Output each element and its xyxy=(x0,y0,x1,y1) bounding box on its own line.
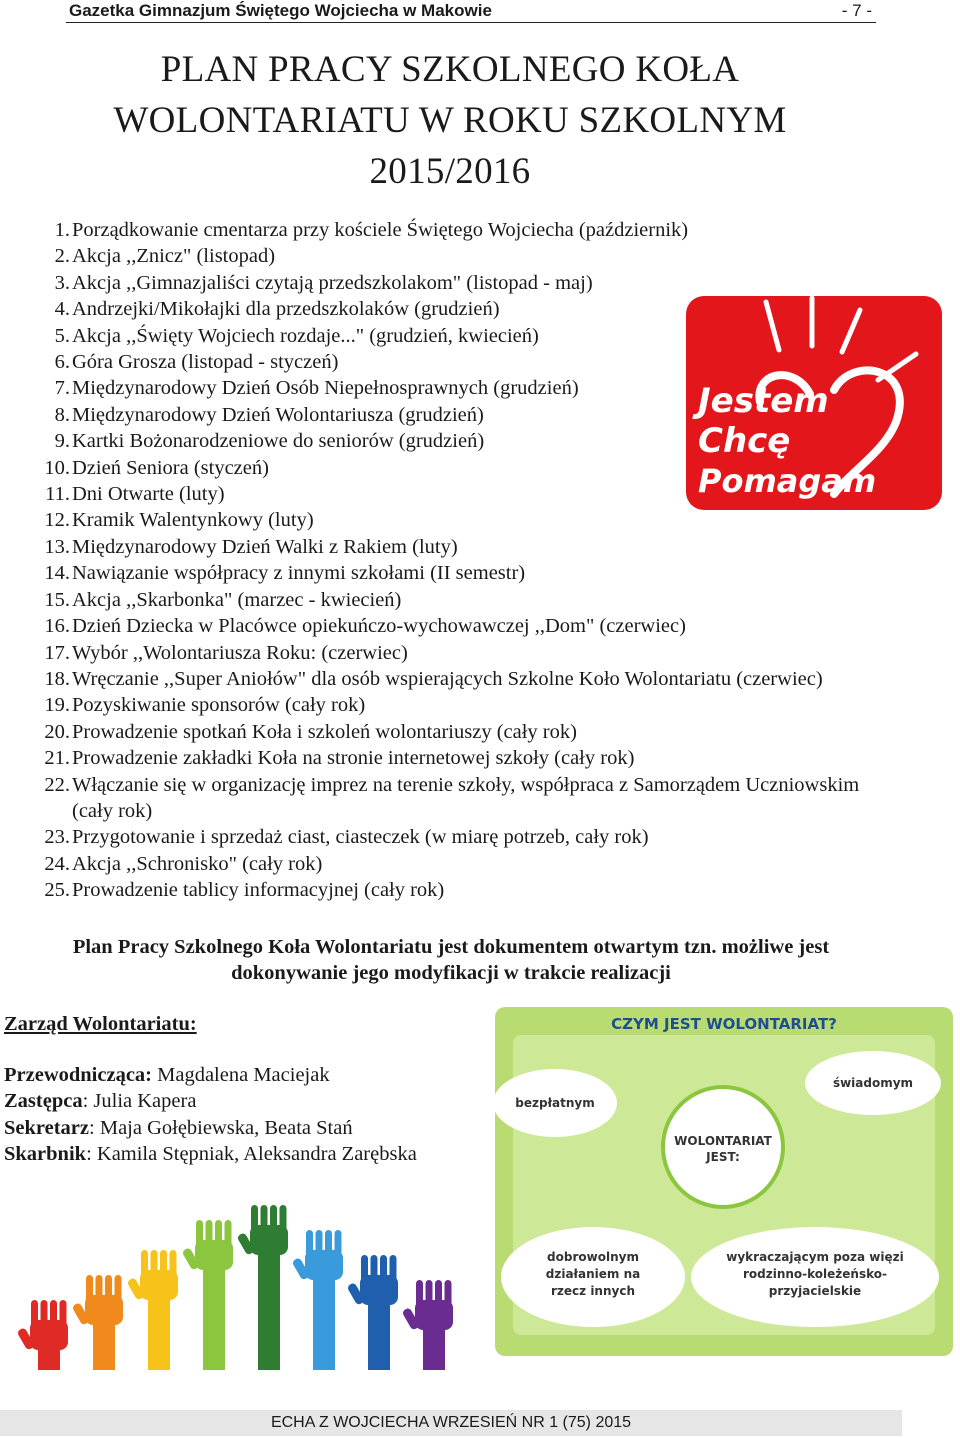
plan-item-number: 24. xyxy=(44,852,70,875)
plan-item-text: Dni Otwarte (luty) xyxy=(72,483,225,506)
plan-item-text: Kartki Bożonarodzeniowe do seniorów (grudzień) xyxy=(72,430,485,453)
plan-item-number: 1. xyxy=(54,219,70,241)
plan-item-text: Nawiązanie współpracy z innymi szkołami (II semestr) xyxy=(72,562,526,585)
plan-item-number: 16. xyxy=(44,615,70,638)
bubble-text: rzecz innych xyxy=(551,1284,635,1298)
plan-item-text: Prowadzenie tablicy informacyjnej (cały rok) xyxy=(72,879,445,902)
board-member xyxy=(4,1062,417,1088)
plan-item-text: Pozyskiwanie sponsorów (cały rok) xyxy=(72,694,366,717)
hand-shape xyxy=(17,1300,68,1370)
plan-item-number: 13. xyxy=(44,535,70,558)
hand-shape xyxy=(237,1205,288,1370)
board-title: Zarząd Wolontariatu: xyxy=(4,1013,197,1035)
plan-item-text: Kramik Walentynkowy (luty) xyxy=(72,509,314,532)
plan-item xyxy=(37,877,877,903)
hand-shape xyxy=(182,1220,233,1370)
page-header xyxy=(66,0,876,23)
note-line-2: dokonywanie jego modyfikacji w trakcie realizacji xyxy=(231,962,671,984)
logo-word-3: Pomagam xyxy=(698,462,877,500)
plan-item-number: 22. xyxy=(44,773,70,796)
board-members xyxy=(4,1062,417,1168)
newsletter-title: Gazetka Gimnazjum Świętego Wojciecha w Makowie xyxy=(69,1,492,20)
title-line-2: WOLONTARIATU W ROKU SZKOLNYM xyxy=(113,100,787,141)
plan-item-text: Międzynarodowy Dzień Walki z Rakiem (luty) xyxy=(72,535,458,558)
center-circle xyxy=(663,1087,783,1207)
plan-item-number: 7. xyxy=(54,377,70,400)
board-role: Zastępca xyxy=(4,1090,83,1113)
plan-item-number: 17. xyxy=(44,641,70,664)
plan-item-number: 19. xyxy=(44,694,70,717)
plan-item-text: Wręczanie ,,Super Aniołów" dla osób wspierających Szkolne Koło Wolontariatu (czerwiec) xyxy=(72,667,823,690)
plan-item-number: 21. xyxy=(44,747,70,770)
plan-item xyxy=(37,640,877,666)
plan-item-text: Porządkowanie cmentarza przy kościele Świętego Wojciecha (październik) xyxy=(72,219,689,241)
graphic-title: CZYM JEST WOLONTARIAT? xyxy=(611,1015,837,1033)
title-line-3: 2015/2016 xyxy=(369,151,531,192)
jestem-chce-pomagam-logo xyxy=(684,294,944,512)
plan-item-number: 25. xyxy=(44,879,70,902)
board-names: Magdalena Maciejak xyxy=(152,1064,330,1086)
plan-item-text: Prowadzenie spotkań Koła i szkoleń wolontariuszy (cały rok) xyxy=(72,720,577,743)
hand-shape xyxy=(347,1255,398,1370)
hand-shape xyxy=(127,1250,178,1370)
plan-item xyxy=(37,745,877,771)
plan-item xyxy=(37,613,877,639)
plan-item xyxy=(37,719,877,745)
note-line-1: Plan Pracy Szkolnego Koła Wolontariatu jest dokumentem otwartym tzn. możliwe jest xyxy=(72,936,830,958)
board-names: : Julia Kapera xyxy=(82,1090,197,1113)
plan-item-number: 20. xyxy=(44,720,70,743)
plan-item xyxy=(37,666,877,692)
what-is-volunteering-graphic xyxy=(493,1005,955,1358)
plan-item-number: 18. xyxy=(44,667,70,690)
plan-item-text: Dzień Dziecka w Placówce opiekuńczo-wychowawczej ,,Dom" (czerwiec) xyxy=(72,615,686,638)
plan-item-text: Włączanie się w organizację imprez na terenie szkoły, współpraca z Samorządem Uczniowskim (cały rok) xyxy=(72,773,860,822)
bubble-bezplatnym xyxy=(493,1069,617,1137)
plan-item-number: 3. xyxy=(54,271,70,294)
board-names: : Kamila Stępniak, Aleksandra Zarębska xyxy=(86,1143,417,1166)
plan-item-number: 10. xyxy=(44,456,70,479)
plan-item-number: 6. xyxy=(54,351,70,374)
board-role: Skarbnik xyxy=(4,1143,87,1166)
plan-item-number: 12. xyxy=(44,509,70,532)
hand-shape xyxy=(72,1275,123,1370)
board-member xyxy=(4,1141,417,1167)
page-title xyxy=(0,44,900,197)
bubble-text: bezpłatnym xyxy=(515,1096,595,1110)
bubble-text: świadomym xyxy=(832,1076,914,1090)
plan-item-number: 14. xyxy=(44,562,70,585)
center-text-1: WOLONTARIAT xyxy=(674,1134,772,1148)
plan-item xyxy=(37,217,877,243)
bubble-wykraczajacym xyxy=(691,1227,939,1327)
bubble-swiadomym xyxy=(805,1051,941,1115)
open-document-note xyxy=(0,934,902,986)
board-member xyxy=(4,1115,417,1141)
bubble-text: wykraczającym poza więzi xyxy=(726,1250,904,1264)
plan-item xyxy=(37,243,877,269)
plan-item-number: 5. xyxy=(54,324,70,347)
board-names: : Maja Gołębiewska, Beata Stań xyxy=(89,1116,353,1139)
plan-item-text: Przygotowanie i sprzedaż ciast, ciasteczek (w miarę potrzeb, cały rok) xyxy=(72,826,649,849)
plan-item xyxy=(37,772,877,825)
plan-item-text: Akcja ,,Święty Wojciech rozdaje..." (grudzień, kwiecień) xyxy=(72,324,539,347)
plan-item-number: 23. xyxy=(44,826,70,849)
board-member xyxy=(4,1088,417,1114)
plan-item xyxy=(37,534,877,560)
logo-word-1: Jestem xyxy=(698,381,829,421)
hand-shape xyxy=(292,1230,343,1370)
board-role: Przewodnicząca: xyxy=(4,1064,152,1086)
plan-item-text: Akcja ,,Gimnazjaliści czytają przedszkolakom" (listopad - maj) xyxy=(72,271,593,294)
plan-item-number: 11. xyxy=(45,483,70,506)
plan-item-number: 9. xyxy=(54,430,70,453)
plan-item xyxy=(37,587,877,613)
plan-item-text: Akcja ,,Skarbonka" (marzec - kwiecień) xyxy=(72,588,402,611)
title-line-1: PLAN PRACY SZKOLNEGO KOŁA xyxy=(160,49,740,90)
plan-item-text: Międzynarodowy Dzień Osób Niepełnosprawnych (grudzień) xyxy=(72,377,579,400)
bubble-text: działaniem na xyxy=(545,1267,641,1281)
plan-item-number: 15. xyxy=(44,588,70,611)
plan-item-text: Dzień Seniora (styczeń) xyxy=(72,456,269,479)
plan-item-text: Andrzejki/Mikołajki dla przedszkolaków (grudzień) xyxy=(72,298,500,321)
raised-hands-graphic xyxy=(0,1180,470,1370)
bubble-text: dobrowolnym xyxy=(547,1250,639,1264)
plan-item xyxy=(37,851,877,877)
plan-item-text: Akcja ,,Znicz" (listopad) xyxy=(72,245,276,268)
plan-item-number: 8. xyxy=(54,403,70,426)
center-text-2: JEST: xyxy=(706,1150,740,1164)
plan-item xyxy=(37,692,877,718)
plan-item-text: Wybór ,,Wolontariusza Roku: (czerwiec) xyxy=(72,641,408,664)
page-footer: ECHA Z WOJCIECHA WRZESIEŃ NR 1 (75) 2015 xyxy=(0,1410,902,1436)
bubble-dobrowolnym xyxy=(501,1227,685,1327)
bubble-text: przyjacielskie xyxy=(768,1284,862,1298)
bubble-text: rodzinno-koleżeńsko- xyxy=(742,1267,888,1281)
page-number: - 7 - xyxy=(841,1,872,20)
plan-item-number: 4. xyxy=(54,298,70,321)
plan-item xyxy=(37,824,877,850)
plan-item-text: Góra Grosza (listopad - styczeń) xyxy=(72,351,339,374)
plan-item-text: Prowadzenie zakładki Koła na stronie internetowej szkoły (cały rok) xyxy=(72,747,635,770)
logo-word-2: Chcę xyxy=(698,421,791,461)
plan-item-number: 2. xyxy=(54,245,70,268)
plan-item-text: Akcja ,,Schronisko" (cały rok) xyxy=(72,852,323,875)
plan-item-text: Międzynarodowy Dzień Wolontariusza (grudzień) xyxy=(72,403,484,426)
hand-shape xyxy=(402,1280,453,1370)
plan-item xyxy=(37,560,877,586)
plan-item xyxy=(37,270,877,296)
board-role: Sekretarz xyxy=(4,1116,90,1139)
